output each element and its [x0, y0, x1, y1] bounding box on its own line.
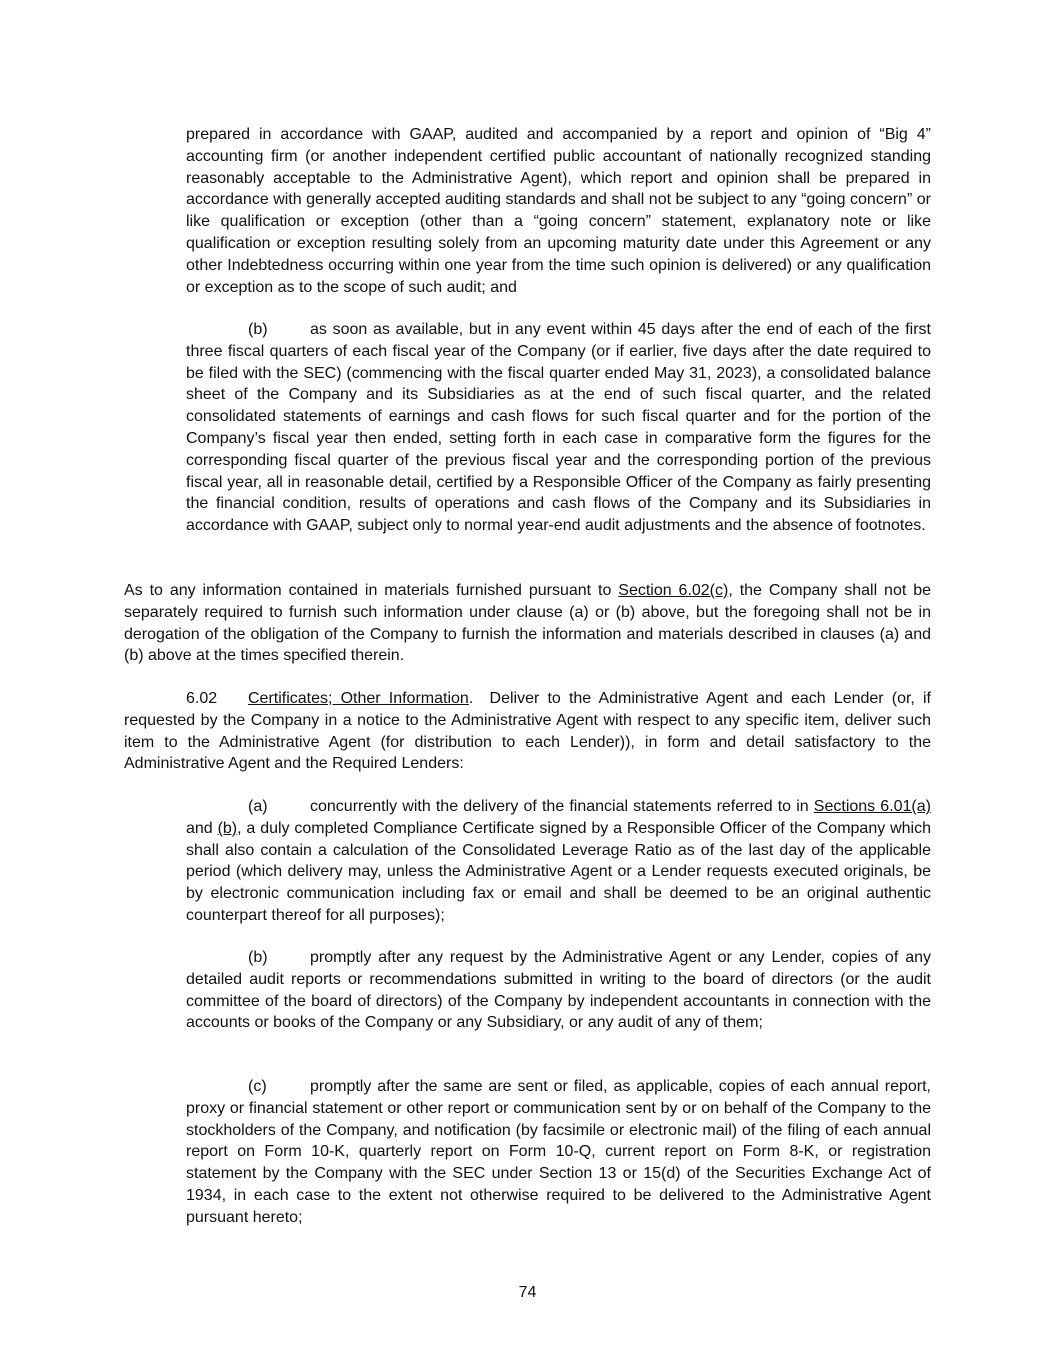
paragraph-text: As to any information contained in materials furnished pursuant to [124, 582, 619, 599]
clause-marker: (c) [248, 1078, 267, 1095]
section-number: 6.02 [186, 690, 218, 707]
paragraph-text: concurrently with the delivery of the financial statements referred to in [310, 798, 814, 815]
paragraph-text: promptly after any request by the Administrative Agent or any Lender, copies of any detailed audit reports or recommendations submitted in writing to the board of directors (or the audit committee of the board of directors) of the Company by independent accountants in connection with the accounts or books of the Company or any Subsidiary, or any audit of any of them; [186, 949, 931, 1032]
section-reference-link[interactable]: Sections 6.01(a) [813, 798, 931, 815]
section-heading-period: . [468, 690, 474, 707]
paragraph-text: as soon as available, but in any event within 45 days after the end of each of the first three fiscal quarters of each fiscal year of the Company (or if earlier, five days after the date required to be filed with the SEC) (commencing with the fiscal quarter ended May 31, 2023), a consolidated balance sheet of the Company and its Subsidiaries as at the end of such fiscal quarter, and the related consolidated statements of earnings and cash flows for such fiscal quarter and for the portion of the Company’s fiscal year then ended, setting forth in each case in comparative form the figures for the corresponding fiscal quarter of the previous fiscal year and the corresponding portion of the previous fiscal year, all in reasonable detail, certified by a Responsible Officer of the Company as fairly presenting the financial condition, results of operations and cash flows of the Company and its Subsidiaries in accordance with GAAP, subject only to normal year-end audit adjustments and the absence of footnotes. [186, 321, 931, 535]
section-6-02 [124, 688, 936, 775]
paragraph-information-proviso [124, 580, 931, 667]
clause-marker: (a) [248, 798, 268, 815]
paragraph-audit-reports [186, 947, 931, 1034]
paragraph-text: promptly after the same are sent or filed, as applicable, copies of each annual report, proxy or financial statement or other report or communication sent by or on behalf of the Company to the stockholders of the Company, and notification (by facsimile or electronic mail) of the filing of each annual report on Form 10-K, quarterly report on Form 10-Q, current report on Form 8-K, or registration statement by the Company with the SEC under Section 13 or 15(d) of the Securities Exchange Act of 1934, in each case to the extent not otherwise required to be delivered to the Administrative Agent pursuant hereto; [186, 1078, 931, 1226]
section-reference-link[interactable]: Section 6.02(c) [618, 582, 729, 599]
paragraph-text: , a duly completed Compliance Certificate signed by a Responsible Officer of the Company which shall also contain a calculation of the Consolidated Leverage Ratio as of the last day of the applicable period (which delivery may, unless the Administrative Agent or a Lender requests executed originals, be by electronic communication including fax or email and shall be deemed to be an original authentic counterpart thereof for all purposes); [186, 819, 931, 924]
paragraph-compliance-certificate [186, 796, 931, 927]
paragraph-text: Deliver to the Administrative Agent and each Lender (or, if requested by the Company in a notice to the Administrative Agent with respect to any specific item, deliver such item to the Administrative Agent (for distribution to each Lender)), in form and detail satisfactory to the Administrative Agent and the Required Lenders: [124, 690, 936, 773]
page-number: 74 [518, 1284, 537, 1301]
section-reference-link[interactable]: (b) [217, 819, 238, 837]
paragraph-text: prepared in accordance with GAAP, audited and accompanied by a report and opinion of “Big 4” accounting firm (or another independent certified public accountant of nationally recognized standing reasonably acceptable to the Administrative Agent), which report and opinion shall be prepared in accordance with generally accepted auditing standards and shall not be subject to any “going concern” or like qualification or exception (other than a “going concern” statement, explanatory note or like qualification or exception resulting solely from an upcoming maturity date under this Agreement or any other Indebtedness occurring within one year from the time such opinion is delivered) or any qualification or exception as to the scope of such audit; and [186, 126, 931, 296]
paragraph-reports-filings [186, 1076, 931, 1229]
paragraph-b-financial-statements [186, 319, 931, 537]
paragraph-a-continuation [186, 124, 931, 298]
paragraph-text: and [186, 819, 218, 837]
clause-marker: (b) [248, 321, 268, 338]
paragraph-text: , the Company shall not be separately required to furnish such information under clause (a) or (b) above, but the foregoing shall not be in derogation of the obligation of the Company to furnish the information and materials described in clauses (a) and (b) above at the times specified therein. [124, 582, 932, 665]
section-heading: Certificates; Other Information [248, 690, 469, 707]
clause-marker: (b) [248, 949, 268, 966]
